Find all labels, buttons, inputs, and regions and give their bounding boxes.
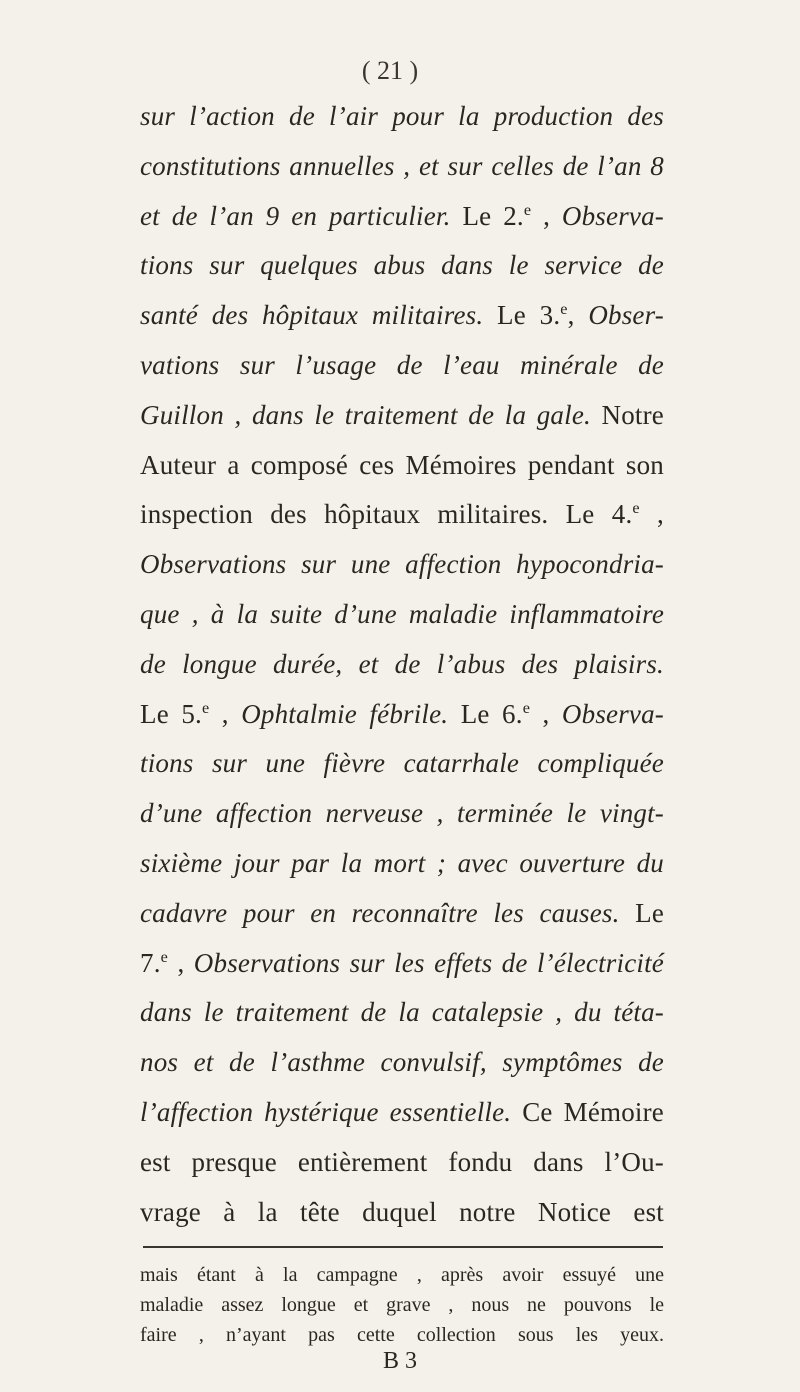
text-line: [140, 839, 664, 889]
text-segment: Observa-: [561, 200, 664, 231]
text-segment: Le 2.: [450, 200, 524, 231]
footnote-line: maladie assez longue et grave , nous ne pouvons le: [140, 1294, 664, 1316]
text-segment: santé des hôpitaux militaires.: [140, 300, 484, 331]
text-segment: Auteur a composé ces Mémoires pendant son: [140, 449, 664, 480]
text-segment: dans le traitement de la catalepsie , du téta-: [140, 997, 664, 1028]
text-line: [140, 441, 664, 491]
text-segment: vrage à la tête duquel notre Notice est: [140, 1196, 664, 1227]
signature-mark: B 3: [382, 1348, 417, 1374]
text-line: [140, 739, 664, 789]
text-line: [140, 789, 664, 839]
text-line: [140, 142, 664, 192]
text-line: [140, 889, 664, 939]
text-line: [140, 490, 664, 540]
text-line: [140, 540, 664, 590]
text-line: [140, 1188, 664, 1238]
text-segment: Le 3.: [483, 300, 561, 331]
text-segment: sixième jour par la mort ; avec ouverture du: [140, 847, 664, 878]
main-text: [140, 92, 664, 1237]
text-segment: 7.: [140, 947, 161, 978]
page-number: ( 21 ): [361, 56, 419, 85]
text-segment: Le: [619, 897, 664, 928]
text-segment: est presque entièrement fondu dans l’Ou-: [140, 1146, 664, 1177]
text-line: [140, 939, 664, 989]
text-segment: Observations sur une affection hypocondria-: [140, 549, 664, 580]
footnote-line: faire , n’ayant pas cette collection sous les yeux.: [140, 1324, 664, 1346]
text-segment: ,: [567, 300, 589, 331]
footnote-rule: [143, 1246, 663, 1248]
text-line: [140, 92, 664, 142]
text-segment: inspection des hôpitaux militaires. Le 4.: [140, 499, 633, 530]
text-segment: sur l’action de l’air pour la production des: [140, 101, 664, 131]
text-segment: de longue durée, et de l’abus des plaisirs.: [140, 648, 664, 679]
text-segment: ,: [531, 200, 562, 231]
text-line: [140, 291, 664, 341]
text-segment: e: [523, 200, 532, 219]
text-segment: ,: [209, 698, 242, 729]
text-segment: Ophtalmie fébrile.: [241, 698, 449, 729]
text-line: [140, 341, 664, 391]
text-segment: que , à la suite d’une maladie inflammatoire: [140, 598, 664, 629]
text-segment: Le 6.: [448, 698, 523, 729]
footnote: [140, 1260, 664, 1350]
text-segment: Le 5.: [140, 698, 202, 729]
text-line: [140, 590, 664, 640]
text-line: [140, 690, 664, 740]
text-segment: nos et de l’asthme convulsif, symptômes de: [140, 1047, 664, 1078]
text-segment: tions sur une fièvre catarrhale compliquée: [140, 748, 664, 779]
text-segment: Observations sur les effets de l’électricité: [193, 947, 664, 978]
text-segment: Obser-: [588, 300, 664, 331]
text-segment: e: [560, 300, 568, 319]
text-line: [140, 640, 664, 690]
footnote-line: mais étant à la campagne , après avoir essuyé une: [140, 1264, 664, 1286]
text-line: [140, 1138, 664, 1188]
text-segment: Guillon , dans le traitement de la gale.: [140, 399, 591, 430]
text-line: [140, 241, 664, 291]
text-segment: constitutions annuelles , et sur celles de l’an 8: [140, 150, 664, 181]
text-line: [140, 391, 664, 441]
text-segment: ,: [639, 499, 665, 530]
text-segment: ,: [530, 698, 562, 729]
text-line: [140, 1038, 664, 1088]
text-segment: cadavre pour en reconnaître les causes.: [140, 897, 620, 928]
text-segment: e: [522, 698, 531, 717]
text-segment: d’une affection nerveuse , terminée le vingt-: [140, 798, 664, 829]
text-segment: l’affection hystérique essentielle.: [140, 1096, 512, 1127]
text-line: [140, 192, 664, 242]
text-segment: e: [632, 499, 640, 518]
text-segment: ,: [168, 947, 194, 978]
text-segment: tions sur quelques abus dans le service de: [140, 250, 664, 281]
text-segment: et de l’an 9 en particulier.: [140, 200, 451, 231]
text-segment: Notre: [590, 399, 664, 430]
text-segment: vations sur l’usage de l’eau minérale de: [140, 349, 664, 380]
text-segment: e: [160, 947, 169, 966]
text-segment: Ce Mémoire: [511, 1096, 664, 1127]
text-segment: e: [201, 698, 210, 717]
text-segment: Observa-: [561, 698, 664, 729]
text-line: [140, 1088, 664, 1138]
text-line: [140, 988, 664, 1038]
